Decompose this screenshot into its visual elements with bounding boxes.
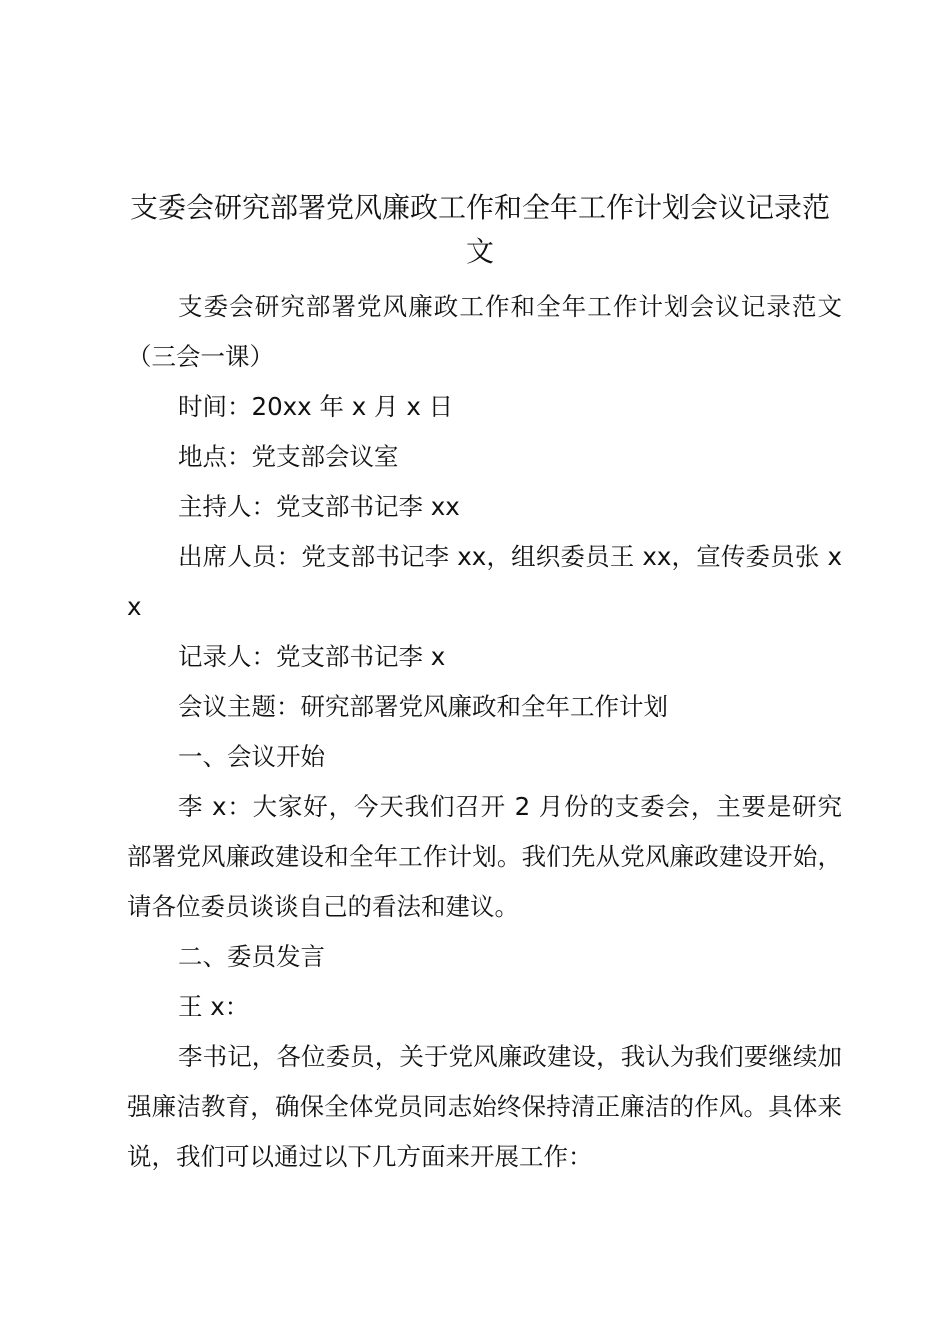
paragraph-speech: 李书记，各位委员，关于党风廉政建设，我认为我们要继续加强廉洁教育，确保全体党员同志始终保持清正廉洁的作风。具体来说，我们可以通过以下几方面来开展工作： <box>127 1042 842 1171</box>
document-body <box>127 282 842 1182</box>
paragraph-topic: 会议主题：研究部署党风廉政和全年工作计划 <box>178 692 668 721</box>
paragraph-time: 时间：20xx 年 x 月 x 日 <box>178 392 454 421</box>
paragraph-opening-remarks: 李 x：大家好，今天我们召开 2 月份的支委会，主要是研究部署党风廉政建设和全年工作计划。我们先从党风廉政建设开始，请各位委员谈谈自己的看法和建议。 <box>127 792 842 921</box>
document-title: 支委会研究部署党风廉政工作和全年工作计划会议记录范文 <box>129 191 830 268</box>
paragraph-attendees: 出席人员：党支部书记李 xx，组织委员王 xx，宣传委员张 xx <box>127 542 842 621</box>
paragraph-recorder: 记录人：党支部书记李 x <box>178 642 446 671</box>
paragraph-location: 地点：党支部会议室 <box>178 442 399 471</box>
paragraph-host: 主持人：党支部书记李 xx <box>178 492 460 521</box>
section-heading-meeting-start: 一、会议开始 <box>178 742 325 771</box>
paragraph-subtitle: 支委会研究部署党风廉政工作和全年工作计划会议记录范文（三会一课） <box>127 292 842 371</box>
paragraph-speaker-label: 王 x： <box>178 992 250 1021</box>
section-heading-member-speeches: 二、委员发言 <box>178 942 325 971</box>
